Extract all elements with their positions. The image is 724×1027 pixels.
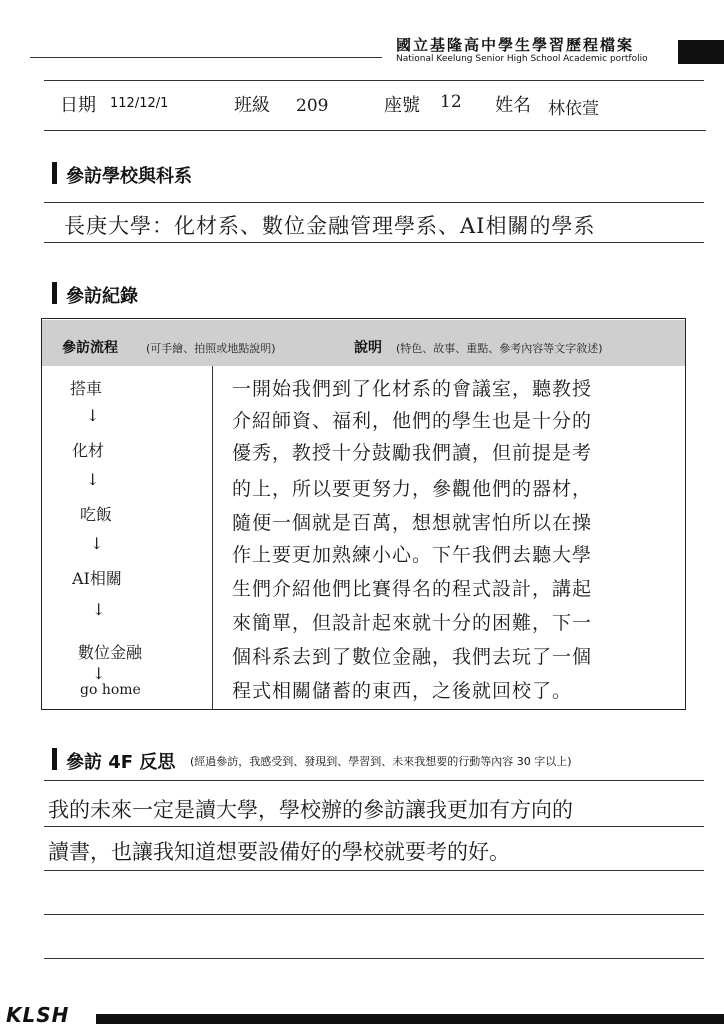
section3-title: 參訪 4F 反思 (66, 752, 176, 773)
header-left-rule (30, 57, 382, 58)
section1-title: 參訪學校與科系 (66, 166, 192, 187)
reflection-line: 讀書，也讓我知道想要設備好的學校就要考的好。 (48, 840, 510, 864)
section2-title: 參訪紀錄 (66, 286, 138, 307)
date-label: 日期 (60, 95, 96, 116)
flow-step: 化材 (72, 441, 105, 460)
col2-note: (特色、故事、重點、參考內容等文字敘述) (396, 342, 603, 355)
date-value: 112/12/1 (110, 96, 169, 111)
reflection-rule (44, 958, 704, 959)
flow-arrow: ↓ (92, 600, 106, 619)
flow-step: 數位金融 (78, 643, 143, 662)
flow-arrow: ↓ (86, 470, 100, 489)
seat-value: 12 (440, 92, 462, 112)
flow-arrow: ↓ (90, 534, 104, 553)
reflection-line: 我的未來一定是讀大學，學校辦的參訪讓我更加有方向的 (48, 798, 573, 822)
flow-arrow: ↓ (86, 406, 100, 425)
class-value: 209 (296, 96, 329, 116)
description-line: 隨便一個就是百萬，想想就害怕所以在操 (232, 512, 593, 534)
description-line: 的上，所以要更努力，參觀他們的器材， (232, 478, 593, 500)
flow-step: 搭車 (70, 379, 103, 398)
description-line: 程式相關儲蓄的東西，之後就回校了。 (232, 680, 573, 702)
flow-step: go home (80, 682, 141, 698)
section1-rule-top (44, 202, 704, 203)
reflection-rule (44, 870, 704, 871)
reflection-rule (44, 780, 704, 781)
description-line: 介紹師資、福利，他們的學生也是十分的 (232, 410, 593, 432)
footer-bar (96, 1014, 724, 1024)
col2-title: 說明 (354, 340, 382, 356)
description-line: 生們介紹他們比賽得名的程式設計，講起 (232, 578, 593, 600)
col1-note: (可手繪、拍照或地點說明) (146, 342, 276, 355)
reflection-rule (44, 914, 704, 915)
header-bottom-rule (44, 80, 704, 81)
description-line: 一開始我們到了化材系的會議室，聽教授 (232, 378, 593, 400)
description-line: 來簡單，但設計起來就十分的困難，下一 (232, 612, 593, 634)
table-column-divider (212, 366, 213, 709)
description-line: 個科系去到了數位金融，我們去玩了一個 (232, 646, 593, 668)
flow-arrow: ↓ (92, 664, 106, 683)
section1-bar (52, 162, 57, 184)
info-bottom-rule (44, 130, 706, 131)
description-line: 優秀，教授十分鼓勵我們讀，但前提是考 (232, 442, 593, 464)
klsh-logo: KLSH (6, 1003, 70, 1027)
flow-step: AI相關 (72, 569, 122, 588)
section3-note: (經過參訪，我感受到、發現到、學習到、未來我想要的行動等內容 30 字以上) (190, 755, 572, 768)
section2-bar (52, 282, 57, 304)
flow-step: 吃飯 (80, 505, 113, 524)
portfolio-subtitle: National Keelung Senior High School Academic portfolio (396, 54, 648, 64)
header-black-block (678, 40, 724, 64)
name-value: 林依萱 (548, 99, 599, 119)
seat-label: 座號 (384, 95, 420, 116)
section3-bar (52, 748, 57, 770)
portfolio-title: 國立基隆高中學生學習歷程檔案 (396, 36, 635, 54)
col1-title: 參訪流程 (62, 340, 118, 356)
description-line: 作上要更加熟練小心。下午我們去聽大學 (232, 544, 593, 566)
section1-content: 長庚大學：化材系、數位金融管理學系、AI相關的學系 (64, 214, 596, 238)
name-label: 姓名 (495, 95, 531, 116)
section1-rule-bottom (44, 242, 704, 243)
reflection-rule (44, 826, 704, 827)
class-label: 班級 (234, 95, 270, 116)
